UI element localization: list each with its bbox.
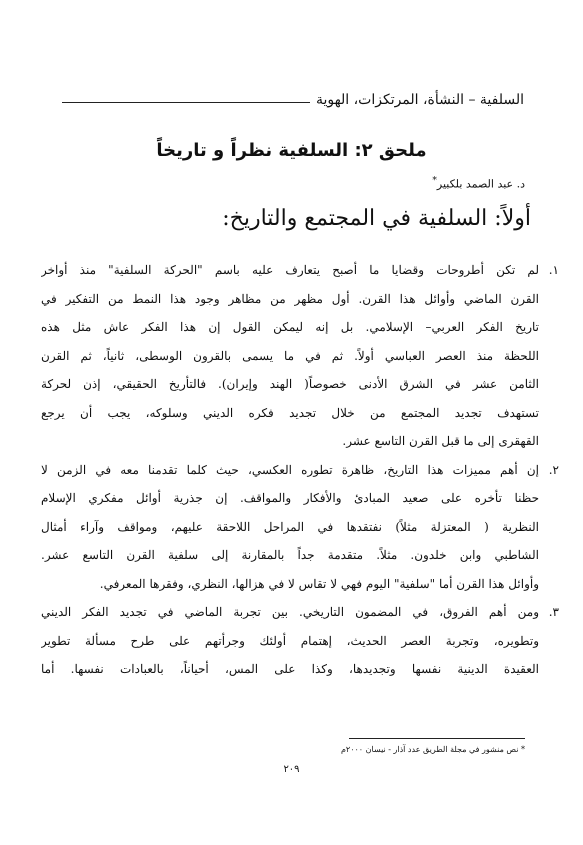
- text-line: تاريخ الفكر العربي– الإسلامي. بل إنه ليمكن القول إن هذا الفكر عاش مثل هذه: [41, 320, 539, 334]
- text-line: حظنا تأخره على صعيد المبادئ والأفكار والمواقف. إن جذرية أوائل مفكري الإسلام: [41, 491, 539, 505]
- running-head-text: السلفية – النشأة، المرتكزات، الهوية: [315, 92, 524, 108]
- text-line: القرن الماضي وأوائل هذا القرن. أول مظهر من مظاهر وجود هذا النمط من التفكير في: [41, 291, 539, 306]
- author-name: د. عبد الصمد بلكبير: [436, 177, 525, 191]
- paragraph-number: ٢.: [548, 462, 559, 477]
- footnote-rule: [349, 738, 525, 739]
- text-line: الشاطبي وابن خلدون. مثلاً. متقدمة جداً بالمقارنة إلى سلفية القرن التاسع عشر.: [41, 548, 539, 562]
- paragraph-number: ١.: [548, 263, 559, 277]
- text-line: لم تكن أطروحات وقضايا ما أصبح يتعارف عليه باسم "الحركة السلفية" منذ أواخر: [41, 263, 539, 277]
- body-text: [41, 256, 559, 684]
- author-footnote-mark: *: [432, 176, 437, 186]
- section-heading: أولاً: السلفية في المجتمع والتاريخ:: [222, 206, 531, 231]
- text-line: إن أهم مميزات هذا التاريخ، ظاهرة تطوره العكسي، حيث كلما تقدمنا معه في الزمن لا: [41, 462, 539, 477]
- appendix-title: ملحق ٢: السلفية نظراً و تاريخاً: [156, 140, 427, 161]
- text-line: تستهدف تجديد المجتمع من خلال تجديد فكره الديني وسلوكه، يجب أن يرجع: [41, 405, 539, 420]
- paragraph-number: ٣.: [548, 605, 559, 619]
- paragraph-1: [41, 256, 559, 456]
- footnote: * نص منشور في مجلة الطريق عدد آذار - نيسان ٢٠٠٠م: [340, 745, 525, 754]
- text-line: وأوائل هذا القرن أما "سلفية" اليوم فهي لا تقاس لا في هزالها، النظري، وفقرها المعرفي.: [99, 576, 539, 591]
- text-line: اللحظة منذ العصر العباسي أولاً. ثم في ما يسمى بالقرون الوسطى، ثانياً، ثم القرن: [41, 348, 539, 363]
- text-line: القهقرى إلى ما قبل القرن التاسع عشر.: [342, 434, 539, 448]
- paragraph-2: [41, 456, 559, 599]
- page-number: ٢٠٩: [283, 764, 300, 775]
- text-line: النظرية ( المعتزلة مثلاً) نفتقدها في المراحل اللاحقة عليهم، ومواقف وآراء أمثال: [41, 519, 539, 534]
- running-head: [62, 84, 524, 108]
- text-line: وتطويره، وتجربة العصر الحديث، إهتمام أولئك وجرأتهم على طرح مسألة تطوير: [41, 633, 539, 648]
- paragraph-3: [41, 598, 559, 684]
- text-line: العقيدة الدينية نفسها وتجديدها، وكذا على المس، أحياناً، بالعبادات نفسها. أما: [41, 662, 539, 676]
- text-line: الثامن عشر في الشرق الأدنى خصوصاً( الهند وإيران). فالتأريخ الحقيقي، إذن لحركة: [41, 377, 539, 391]
- author-byline: [432, 176, 525, 191]
- running-head-rule: [62, 102, 310, 103]
- text-line: ومن أهم الفروق، في المضمون التاريخي. بين تجربة الماضي في تجديد الفكر الديني: [41, 605, 539, 619]
